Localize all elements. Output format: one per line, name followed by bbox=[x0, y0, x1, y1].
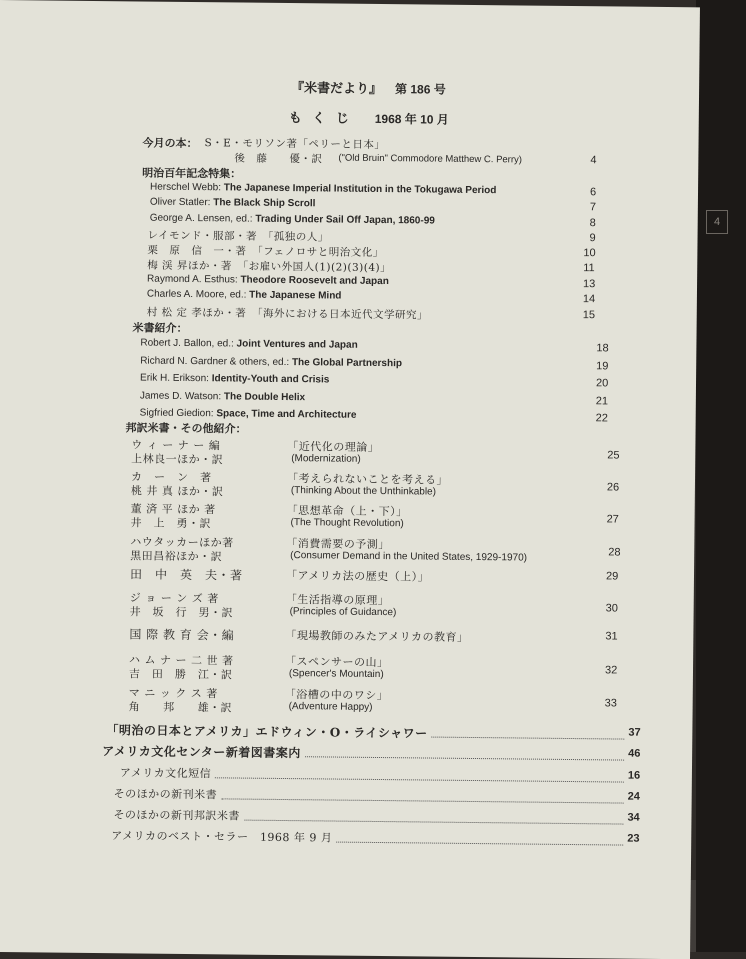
author-line: 董 済 平 ほか 著 bbox=[130, 502, 216, 517]
entry-text bbox=[147, 274, 389, 288]
translator-line: 桃 井 真 ほか・訳 bbox=[130, 484, 224, 499]
entry-author: Erik H. Erikson: bbox=[139, 372, 210, 385]
author-line: マ ニ ッ ク ス 著 bbox=[128, 686, 218, 701]
entry-text: アメリカ文化短信 bbox=[119, 766, 212, 781]
entry-text bbox=[140, 407, 357, 420]
page-number: 23 bbox=[627, 832, 640, 845]
entry-title: Identity-Youth and Crisis bbox=[208, 373, 330, 386]
page-number: 31 bbox=[605, 630, 618, 643]
entry-text bbox=[150, 213, 435, 227]
entry-text: アメリカのベスト・セラー 1968 年 9 月 bbox=[111, 829, 333, 845]
page-number: 22 bbox=[595, 412, 608, 425]
entry-author: Charles A. Moore, ed.: bbox=[146, 288, 247, 301]
jp-title: 「消費需要の予測」 bbox=[286, 537, 390, 552]
entry-author: Richard N. Gardner & others, ed.: bbox=[140, 354, 290, 368]
issue-date: 1968 年 10 月 bbox=[374, 111, 449, 127]
page-number: 25 bbox=[607, 449, 620, 462]
entry-title: Theodore Roosevelt and Japan bbox=[237, 274, 389, 288]
translator-line: 上林良一ほか・訳 bbox=[131, 452, 224, 467]
entry-author: Sigfried Giedion: bbox=[139, 407, 214, 420]
entry-title: The Japanese Imperial Institution in the Tokugawa Period bbox=[220, 182, 497, 197]
page-number: 8 bbox=[589, 217, 596, 230]
jp-title: 「生活指導の原理」 bbox=[285, 593, 390, 608]
page-number: 11 bbox=[583, 262, 595, 275]
entry-title: The Japanese Mind bbox=[246, 289, 342, 302]
translator-line: 黒田昌裕ほか・訳 bbox=[130, 549, 223, 564]
contents-heading: も く じ bbox=[288, 111, 352, 127]
leader-dots bbox=[305, 756, 624, 760]
original-title: (The Thought Revolution) bbox=[290, 517, 404, 530]
edge-mark: 4 bbox=[706, 210, 728, 234]
page-number: 6 bbox=[589, 186, 597, 199]
page-number: 10 bbox=[583, 247, 596, 260]
original-title: (Thinking About the Unthinkable) bbox=[290, 485, 437, 498]
leader-dots bbox=[336, 842, 623, 846]
entry-text: 梅 渓 昇ほか・著 「お雇い外国人(1)(2)(3)(4)」 bbox=[147, 259, 392, 275]
page-number: 7 bbox=[589, 201, 597, 214]
page-number: 46 bbox=[628, 747, 641, 760]
page-number: 4 bbox=[590, 154, 597, 167]
entry-text bbox=[147, 289, 342, 302]
adjacent-book-edge bbox=[696, 0, 746, 952]
page-number: 16 bbox=[627, 769, 641, 782]
entry-author: Oliver Statler: bbox=[149, 196, 211, 209]
translator-line: 角 邦 雄・訳 bbox=[128, 700, 233, 715]
author-line: カ ー ン 著 bbox=[130, 470, 212, 485]
page-number: 20 bbox=[595, 377, 609, 390]
issue-number: 第 186 号 bbox=[395, 82, 446, 97]
entry-title: Space, Time and Architecture bbox=[213, 408, 357, 421]
page-number: 37 bbox=[628, 726, 641, 739]
entry-text: レイモンド・服部・著 「孤独の人」 bbox=[147, 229, 329, 244]
entry-title: The Global Partnership bbox=[289, 356, 403, 369]
entry-title: Trading Under Sail Off Japan, 1860-99 bbox=[252, 213, 435, 227]
entry-text bbox=[140, 372, 329, 385]
page-number: 29 bbox=[605, 570, 619, 583]
translation-section-label: 邦訳米書・その他紹介： bbox=[125, 421, 247, 436]
entry-author: James D. Watson: bbox=[139, 389, 222, 402]
entry-author: Robert J. Ballon, ed.: bbox=[140, 337, 234, 350]
meiji-section-label: 明治百年記念特集： bbox=[142, 166, 242, 181]
entry-text: 村 松 定 孝ほか・著 「海外における日本近代文学研究」 bbox=[146, 306, 429, 322]
page-number: 33 bbox=[604, 697, 617, 710]
leader-dots bbox=[222, 798, 624, 803]
author-line: 国 際 教 育 会・編 bbox=[129, 627, 235, 643]
page-number: 30 bbox=[605, 602, 618, 615]
entry-title: The Double Helix bbox=[221, 390, 306, 403]
entry-author: Herschel Webb: bbox=[149, 181, 222, 194]
entry-author: George A. Lensen, ed.: bbox=[149, 212, 253, 225]
leader-dots bbox=[215, 777, 624, 782]
page-number: 19 bbox=[596, 359, 609, 372]
entry-author: Raymond A. Esthus: bbox=[147, 273, 238, 286]
page-number: 32 bbox=[604, 664, 618, 677]
author-line: ハウタッカーほか著 bbox=[130, 535, 234, 550]
leader-dots bbox=[244, 820, 623, 825]
page-number: 28 bbox=[608, 546, 621, 559]
original-title: (Principles of Guidance) bbox=[289, 606, 397, 619]
page-number: 26 bbox=[606, 481, 620, 494]
entry-text: 栗 原 信 一・著 「フェノロサと明治文化」 bbox=[147, 244, 384, 260]
entry-title: Joint Ventures and Japan bbox=[233, 338, 358, 351]
intro-section-label: 米書紹介： bbox=[132, 321, 188, 335]
entry-text bbox=[150, 182, 496, 197]
author-line: ジ ョ ー ン ズ 著 bbox=[129, 591, 219, 606]
original-title: (Adventure Happy) bbox=[288, 701, 373, 713]
entry-text bbox=[140, 337, 357, 350]
translator-line: 吉 田 勝 江・訳 bbox=[128, 667, 233, 682]
jp-title: 「アメリカ法の歴史（上）」 bbox=[285, 569, 430, 584]
entry-title: The Black Ship Scroll bbox=[210, 197, 316, 210]
original-title: (Spencer's Mountain) bbox=[288, 668, 384, 681]
page-number: 18 bbox=[596, 342, 609, 355]
jp-title: 「浴槽の中のワシ」 bbox=[284, 688, 389, 703]
jp-title: 「考えられないことを考える」 bbox=[286, 472, 449, 487]
translator-line: 井 上 勇・訳 bbox=[130, 516, 212, 531]
entry-text: そのほかの新刊米書 bbox=[113, 787, 218, 802]
book-of-month-line1: S・E・モリソン著「ペリーと日本」 bbox=[204, 137, 386, 152]
page-number: 13 bbox=[582, 278, 596, 291]
page-number: 15 bbox=[582, 309, 596, 322]
author-line: ウ ィ ー ナ ー 編 bbox=[131, 438, 221, 453]
book-of-month-label: 今月の本： bbox=[142, 136, 198, 151]
entry-text bbox=[140, 390, 305, 403]
page-number: 24 bbox=[627, 790, 641, 803]
jp-title: 「思想革命（上・下）」 bbox=[286, 504, 408, 519]
page-number: 21 bbox=[595, 394, 609, 407]
translator-line: 井 坂 行 男・訳 bbox=[129, 605, 234, 620]
original-title: (Consumer Demand in the United States, 1929-1970) bbox=[290, 550, 528, 564]
jp-title: 「近代化の理論」 bbox=[287, 440, 380, 454]
author-line: ハ ム ナ ー 二 世 著 bbox=[129, 653, 234, 668]
jp-title: 「現場教師のみたアメリカの教育」 bbox=[285, 629, 469, 644]
page-number: 9 bbox=[589, 232, 596, 245]
newsletter-title: 『米書だより』 bbox=[291, 81, 383, 98]
entry-text bbox=[140, 355, 402, 369]
page-number: 27 bbox=[606, 513, 619, 526]
jp-title: 「スペンサーの山」 bbox=[285, 655, 389, 670]
entry-text: アメリカ文化センター新着図書案内 bbox=[102, 744, 301, 761]
book-of-month-translator: 後 藤 優・訳 bbox=[234, 152, 323, 166]
page-number: 14 bbox=[582, 293, 596, 306]
leader-dots bbox=[431, 737, 624, 740]
entry-text bbox=[150, 197, 316, 210]
entry-text: 「明治の日本とアメリカ」エドウィン・O・ライシャワー bbox=[106, 723, 428, 741]
entry-text: そのほかの新刊邦訳米書 bbox=[113, 808, 241, 823]
original-title: (Modernization) bbox=[291, 453, 361, 465]
author-line: 田 中 英 夫・著 bbox=[129, 567, 243, 583]
page-number: 34 bbox=[627, 811, 640, 824]
book-of-month-original: ("Old Bruin" Commodore Matthew C. Perry) bbox=[338, 152, 523, 166]
